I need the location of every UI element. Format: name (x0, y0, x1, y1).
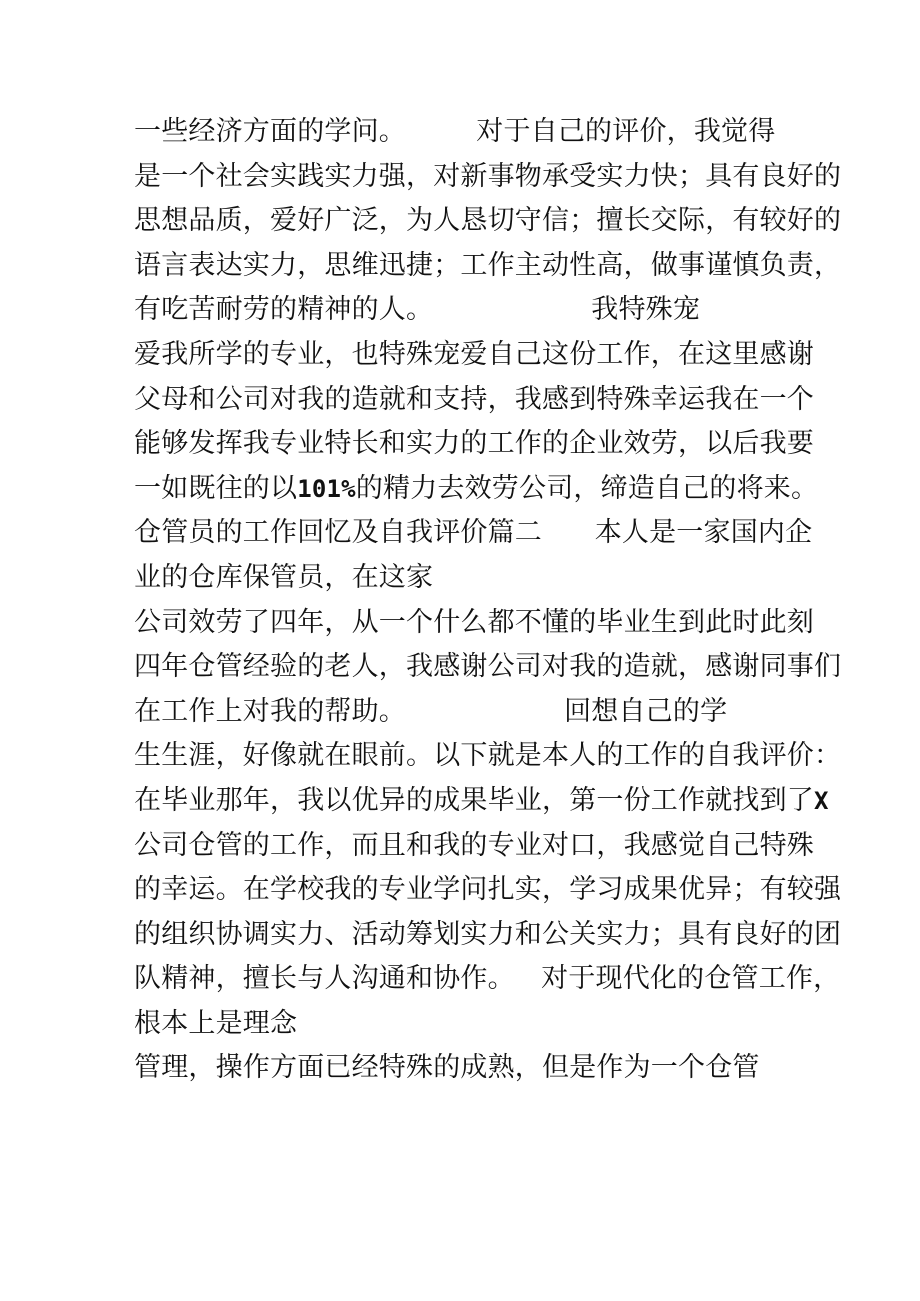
text-run: 一如既往的以 (134, 472, 298, 504)
text-line (134, 199, 842, 244)
text-run: 的组织协调实力、活动筹划实力和公关实力；具有良好的团 (134, 918, 842, 950)
text-line (134, 511, 814, 556)
text-line (134, 734, 842, 779)
text-run: 公司仓管的工作，而且和我的专业对口，我感觉自己特殊 (134, 829, 814, 861)
text-run: 公司效劳了四年，从一个什么都不懂的毕业生到此时此刻 (134, 606, 814, 638)
text-run: 父母和公司对我的造就和支持，我感到特殊幸运我在一个 (134, 383, 814, 415)
text-run: 管理，操作方面已经特殊的成熟，但是作为一个仓管 (134, 1052, 760, 1084)
text-run: 有吃苦耐劳的精神的人。 我特殊宠 (134, 294, 701, 326)
text-line (134, 645, 842, 690)
text-run: 在毕业那年，我以优异的成果毕业，第一份工作就找到了 (134, 784, 814, 816)
text-line (134, 779, 829, 824)
bold-company-initial: X (814, 786, 829, 815)
text-run: 一些经济方面的学问。 对于自己的评价，我觉得 (134, 116, 776, 147)
text-run: 思想品质，爱好广泛，为人恳切守信；擅长交际，有较好的 (134, 205, 842, 237)
text-line (134, 1002, 814, 1047)
text-line (134, 244, 842, 289)
text-run: 能够发挥我专业特长和实力的工作的企业效劳，以后我要 (134, 428, 814, 460)
text-run: 的精力去效劳公司，缔造自己的将来。 (355, 472, 819, 504)
text-line (134, 288, 814, 333)
text-run: 生生涯，好像就在眼前。以下就是本人的工作的自我评价： (134, 740, 842, 772)
text-line (134, 601, 814, 646)
text-run: 四年仓管经验的老人，我感谢公司对我的造就，感谢同事们 (134, 651, 842, 683)
text-run: 爱我所学的专业，也特殊宠爱自己这份工作，在这里感谢 (134, 338, 814, 370)
text-run: 仓管员的工作回忆及自我评价篇二 本人是一家国内企 (134, 517, 813, 549)
text-line (134, 913, 842, 958)
text-run: 语言表达实力，思维迅捷；工作主动性高，做事谨慎负责， (134, 249, 842, 281)
text-run: 根本上是理念 (134, 1007, 298, 1039)
text-line (134, 155, 842, 200)
text-line (134, 110, 814, 155)
bold-percentage: 101% (297, 474, 356, 503)
document-body (134, 110, 842, 1091)
text-run: 的幸运。在学校我的专业学问扎实，学习成果优异；有较强 (134, 874, 842, 906)
text-line (134, 957, 841, 1002)
text-line (134, 868, 842, 913)
text-run: 队精神，擅长与人沟通和协作。 对于现代化的仓管工作， (134, 963, 841, 995)
text-run: 业的仓库保管员，在这家 (134, 561, 434, 593)
text-line (134, 378, 814, 423)
text-line (134, 422, 814, 467)
text-line (134, 556, 814, 601)
text-line (134, 690, 814, 735)
text-line (134, 467, 819, 512)
text-line (134, 1046, 814, 1091)
text-line (134, 333, 814, 378)
text-run: 是一个社会实践实力强，对新事物承受实力快；具有良好的 (134, 160, 842, 192)
text-line (134, 824, 814, 869)
text-run: 在工作上对我的帮助。 回想自己的学 (134, 695, 728, 727)
